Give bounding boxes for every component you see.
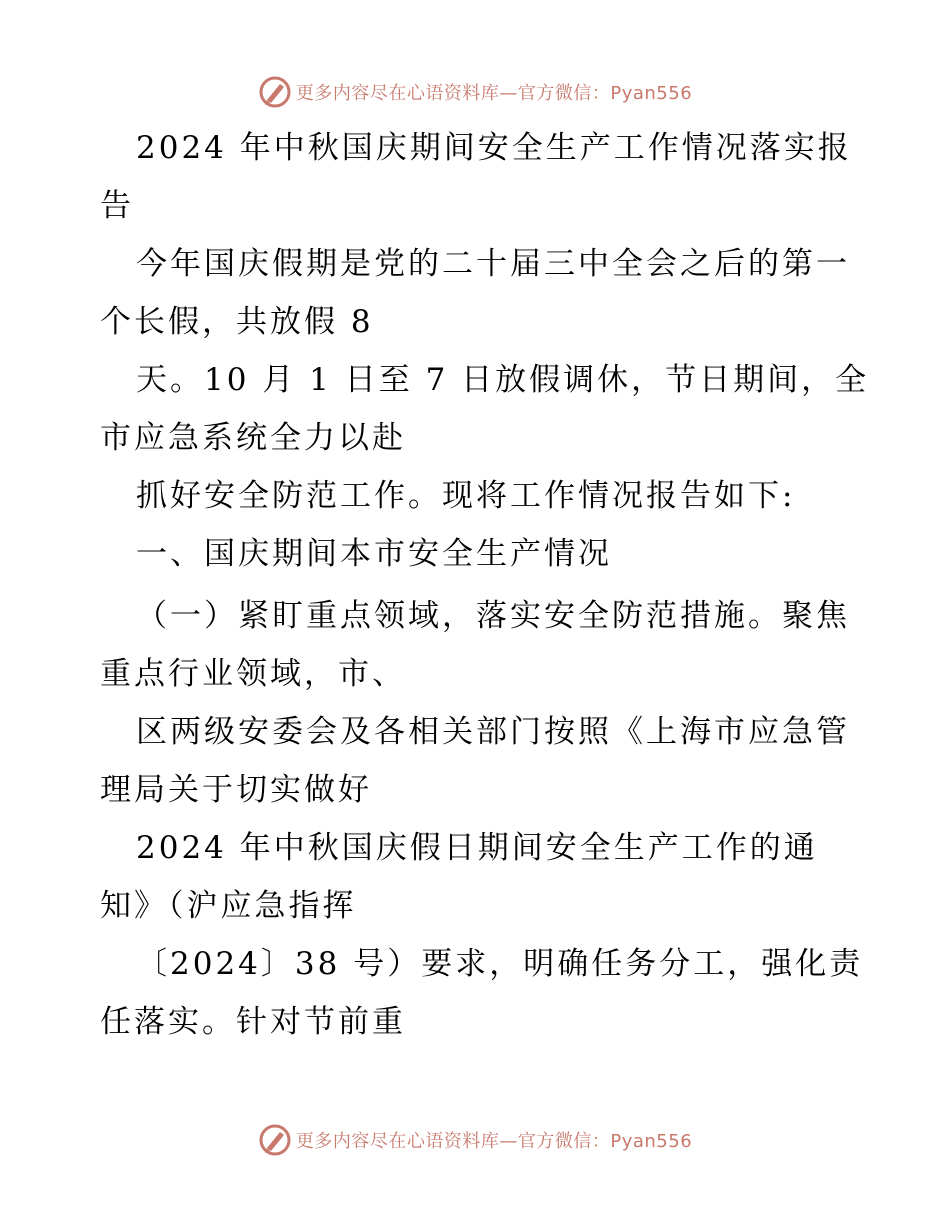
body-line: 知》（沪应急指挥 (100, 888, 357, 924)
title-line-2: 告 (100, 188, 134, 224)
body-line: （一）紧盯重点领域，落实安全防范措施。聚焦 (136, 598, 850, 634)
pen-logo-icon (258, 75, 292, 109)
watermark-text: 更多内容尽在心语资料库—官方微信：Pyan556 (295, 1131, 693, 1152)
watermark-text: 更多内容尽在心语资料库—官方微信：Pyan556 (295, 83, 693, 104)
body-line: 重点行业领域，市、 (100, 656, 406, 692)
body-line: 任落实。针对节前重 (100, 1004, 406, 1040)
body-line: 今年国庆假期是党的二十届三中全会之后的第一 (136, 246, 850, 282)
body-line: 市应急系统全力以赴 (100, 420, 406, 456)
body-line: 理局关于切实做好 (100, 772, 372, 808)
body-line: 天。10 月 1 日至 7 日放假调休，节日期间，全 (136, 362, 870, 398)
section-heading: 一、国庆期间本市安全生产情况 (136, 536, 612, 572)
body-line: 〔2024〕38 号）要求，明确任务分工，强化责 (136, 946, 864, 982)
body-line: 个长假，共放假 8 (100, 304, 374, 340)
body-line: 区两级安委会及各相关部门按照《上海市应急管 (136, 714, 850, 750)
footer-watermark (0, 1120, 950, 1160)
body-line: 抓好安全防范工作。现将工作情况报告如下: (136, 478, 796, 514)
header-watermark (0, 72, 950, 112)
body-line: 2024 年中秋国庆假日期间安全生产工作的通 (136, 830, 818, 866)
pen-logo-icon (258, 1123, 292, 1157)
title-line-1: 2024 年中秋国庆期间安全生产工作情况落实报 (136, 130, 852, 166)
